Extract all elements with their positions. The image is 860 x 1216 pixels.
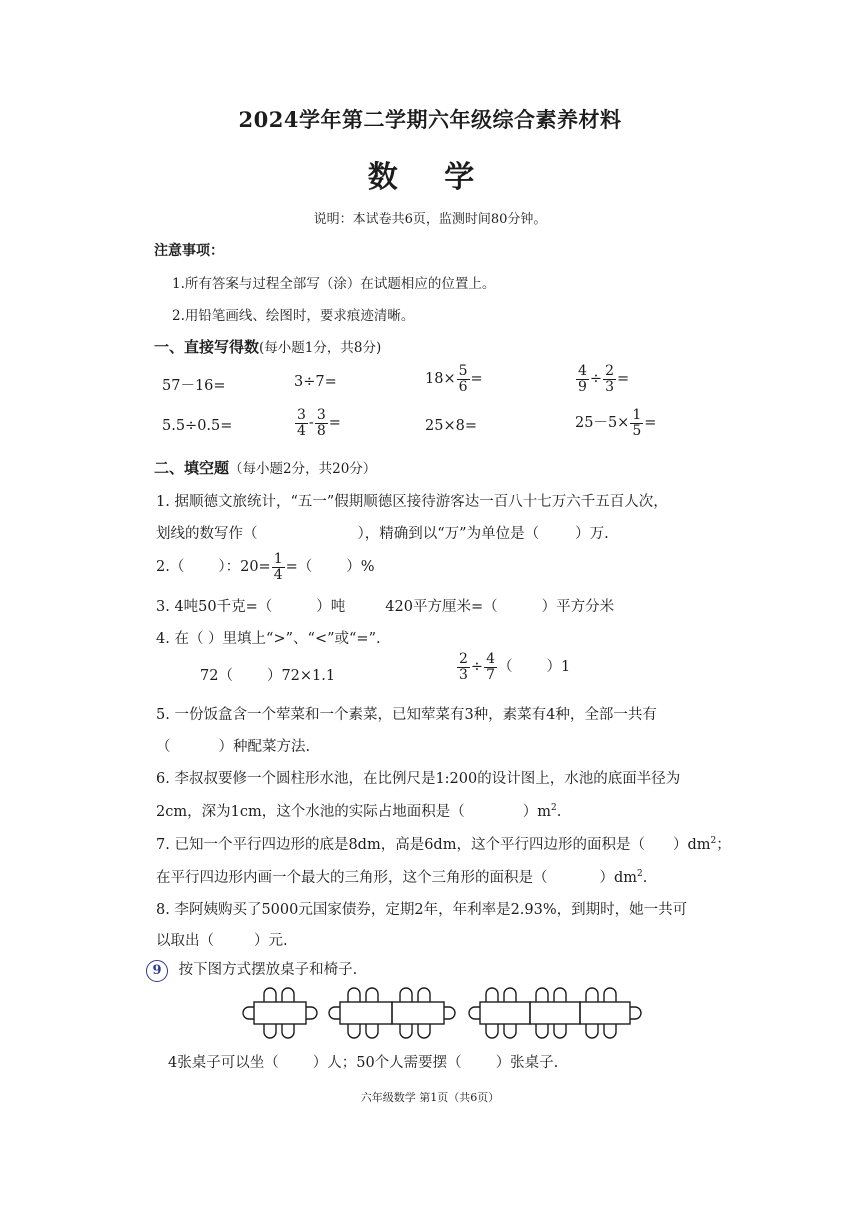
- chair: [418, 988, 430, 1002]
- chair: [282, 988, 294, 1002]
- q4-item-a: 72（ ）72×1.1: [200, 668, 336, 684]
- table-diagrams: [236, 986, 656, 1042]
- chair: [366, 988, 378, 1002]
- fraction: $\frac{4}{9}$: [578, 363, 587, 395]
- chair: [469, 1007, 480, 1019]
- chair: [400, 988, 412, 1002]
- calc-item-f: $\frac{3}{4}$ - $\frac{3}{8}$ =: [297, 407, 341, 439]
- one-table-group: [243, 988, 317, 1038]
- q5-line1: 5. 一份饭盒含一个荤菜和一个素菜，已知荤菜有3种，素菜有4种，全部一共有: [156, 707, 657, 723]
- q1-line2: 划线的数写作（ ），精确到以“万”为单位是（ ）万.: [156, 526, 609, 542]
- exam-note: 说明：本试卷共6页，监测时间80分钟。: [313, 212, 547, 227]
- chair: [400, 1024, 412, 1038]
- question-number-circle: 9: [146, 960, 168, 982]
- q2-line: 2.（ ）：20= $\frac{1}{4}$ =（ ）%: [156, 551, 375, 583]
- chair: [264, 1024, 276, 1038]
- q9-line: [146, 958, 357, 982]
- chair: [630, 1007, 641, 1019]
- calc-item-g: 25×8=: [425, 418, 477, 434]
- fraction: $\frac{3}{4}$: [297, 407, 306, 439]
- table-rect: [340, 1002, 392, 1024]
- chair: [504, 1024, 516, 1038]
- two-tables-group: [329, 988, 455, 1038]
- calc-item-h: 25－5× $\frac{1}{5}$ =: [575, 407, 657, 439]
- q8-line1: 8. 李阿姨购买了5000元国家债券，定期2年，年利率是2.93%，到期时，她一共可: [156, 902, 688, 918]
- chair: [486, 1024, 498, 1038]
- chair: [444, 1007, 455, 1019]
- calc-item-b: 3÷7=: [294, 374, 337, 390]
- chair: [586, 988, 598, 1002]
- chair: [348, 1024, 360, 1038]
- chair: [536, 1024, 548, 1038]
- q9-text: 按下图方式摆放桌子和椅子.: [178, 962, 358, 978]
- chair: [329, 1007, 340, 1019]
- section1-points: (每小题1分，共8分): [259, 340, 382, 356]
- fraction: $\frac{3}{8}$: [316, 407, 326, 439]
- chair: [282, 1024, 294, 1038]
- q1-line1: 1. 据顺德文旅统计，“五一”假期顺德区接待游客达一百八十七万六千五百人次，: [156, 494, 668, 510]
- section2-header: [154, 457, 376, 478]
- chair: [586, 1024, 598, 1038]
- chair: [418, 1024, 430, 1038]
- table-rect: [254, 1002, 306, 1024]
- exam-title: 2024学年第二学期六年级综合素养材料: [238, 107, 622, 132]
- calc-item-a: 57－16=: [162, 378, 226, 394]
- q3-line: 3. 4吨50千克=（ ）吨 420平方厘米=（ ）平方分米: [156, 599, 615, 615]
- three-tables-group: [469, 988, 641, 1038]
- table-rect: [480, 1002, 530, 1024]
- chair: [264, 988, 276, 1002]
- fraction: $\frac{1}{4}$: [273, 551, 283, 583]
- fraction: $\frac{2}{3}$: [459, 651, 468, 683]
- q9-answer-line: 4张桌子可以坐（ ）人；50个人需要摆（ ）张桌子.: [168, 1055, 559, 1071]
- chair: [604, 988, 616, 1002]
- chair: [366, 1024, 378, 1038]
- calc-item-c: 18× $\frac{5}{6}$ =: [425, 363, 483, 395]
- fraction: $\frac{1}{5}$: [632, 407, 642, 439]
- chair: [604, 1024, 616, 1038]
- section2-heading: 二、填空题: [154, 459, 230, 477]
- chair: [243, 1007, 254, 1019]
- calc-item-e: 5.5÷0.5=: [162, 418, 233, 434]
- q8-line2: 以取出（ ）元.: [156, 933, 288, 949]
- q7-line2: 在平行四边形内画一个最大的三角形，这个三角形的面积是（ ）$dm^2$.: [156, 869, 648, 886]
- chair: [536, 988, 548, 1002]
- fraction: $\frac{2}{3}$: [605, 363, 614, 395]
- q6-line1: 6. 李叔叔要修一个圆柱形水池，在比例尺是1:200的设计图上，水池的底面半径为: [156, 771, 681, 787]
- q7-line1: 7. 已知一个平行四边形的底是8dm，高是6dm，这个平行四边形的面积是（ ）$dm^2$；: [156, 836, 731, 853]
- q6-line2: 2cm，深为1cm，这个水池的实际占地面积是（ ）$m^2$.: [156, 803, 562, 820]
- section2-points: （每小题2分，共20分）: [229, 461, 377, 477]
- chair: [554, 1024, 566, 1038]
- page-footer: 六年级数学 第1页（共6页）: [360, 1091, 500, 1104]
- subject-title: 数 学: [367, 160, 493, 195]
- table-rect: [392, 1002, 444, 1024]
- fraction: $\frac{4}{7}$: [486, 651, 495, 683]
- calc-item-d: $\frac{4}{9}$ ÷ $\frac{2}{3}$ =: [578, 363, 630, 395]
- chair: [504, 988, 516, 1002]
- q4-item-b: $\frac{2}{3}$ ÷ $\frac{4}{7}$ （ ）1: [459, 651, 571, 683]
- chair: [554, 988, 566, 1002]
- notice-heading: 注意事项：: [154, 243, 224, 259]
- notice-item-1: 1.所有答案与过程全部写（涂）在试题相应的位置上。: [172, 276, 496, 292]
- section1-header: [154, 336, 381, 357]
- q5-line2: （ ）种配菜方法.: [156, 739, 311, 755]
- notice-item-2: 2.用铅笔画线、绘图时，要求痕迹清晰。: [172, 308, 415, 324]
- chair: [348, 988, 360, 1002]
- tables-figure: [236, 986, 656, 1042]
- fraction: $\frac{5}{6}$: [458, 363, 468, 395]
- section1-heading: 一、直接写得数: [154, 338, 260, 356]
- table-rect: [530, 1002, 580, 1024]
- chair: [306, 1007, 317, 1019]
- table-rect: [580, 1002, 630, 1024]
- chair: [486, 988, 498, 1002]
- q4-line: 4. 在（ ）里填上“>”、“<”或“=”.: [156, 631, 381, 647]
